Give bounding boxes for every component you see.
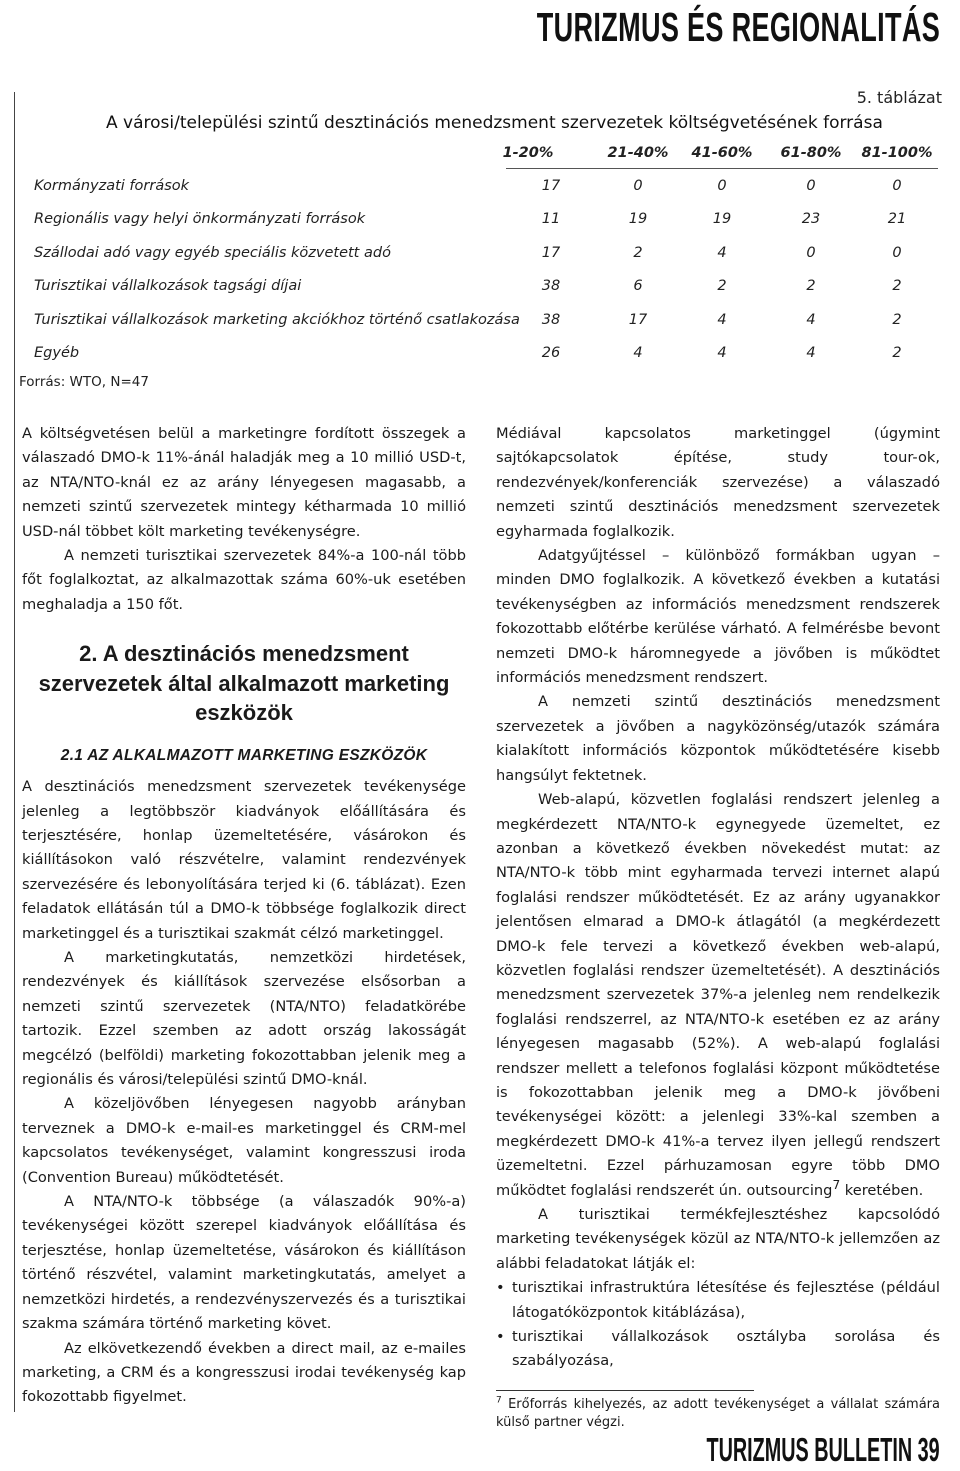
paragraph xyxy=(496,788,940,1203)
table-cell: 38 xyxy=(541,312,561,328)
running-footer: TURIZMUS BULLETIN 39 xyxy=(706,1431,940,1468)
table-cell: 0 xyxy=(806,245,816,261)
table-cell: 4 xyxy=(806,312,816,328)
left-column xyxy=(22,422,466,1410)
table-source: Forrás: WTO, N=47 xyxy=(19,374,149,390)
bullet-mark: • xyxy=(496,1279,505,1297)
column-header: 1-20% xyxy=(502,145,554,161)
section-title: 2. A desztinációs menedzsment szervezetek által alkalmazott marketing eszközök xyxy=(38,641,450,726)
table-cell: 6 xyxy=(633,278,643,294)
table-number: 5. táblázat xyxy=(856,88,942,107)
paragraph: A nemzeti szintű desztinációs menedzsment szervezetek a jövőben a nagyközönség/utazók számára kialakított információs központok működtetésére kisebb hangsúlyt fektetnek. xyxy=(496,693,940,784)
table-cell: 2 xyxy=(892,278,902,294)
table-cell: 0 xyxy=(806,178,816,194)
paragraph: Az elkövetkezendő években a direct mail, az e-mailes marketing, a CRM és a kongresszusi irodai tevékenység kap fokozottabb figyelmet. xyxy=(22,1339,466,1406)
table-row-label: Turisztikai vállalkozások tagsági díjai xyxy=(34,278,302,294)
table-cell: 2 xyxy=(892,312,902,328)
table-cell: 4 xyxy=(806,345,816,361)
paragraph: A turisztikai termékfejlesztéshez kapcsolódó marketing tevékenységek közül az NTA/NTO-k jellemzően az alábbi feladatokat látják el: xyxy=(496,1206,940,1272)
table-cell: 4 xyxy=(717,345,727,361)
table-cell: 0 xyxy=(717,178,727,194)
table-cell: 2 xyxy=(892,345,902,361)
paragraph: Médiával kapcsolatos marketinggel (úgymint sajtókapcsolatok építése, study tour-ok, rendezvények/konferenciák szervezése) a válaszadó nemzeti szintű desztinációs menedzsment szervezetek egyharmada foglalkozik. xyxy=(496,425,940,540)
paragraph: Adatgyűjtéssel – különböző formákban ugyan – minden DMO foglalkozik. A következő években a kutatási tevékenységben az információs menedzsment rendszerek fokozottabb előtérbe kerülése várható. A felmérésbe bevont nemzeti DMO-k háromnegyede a jövőben is működtet információs menedzsment rendszert. xyxy=(496,547,940,687)
table-cell: 38 xyxy=(541,278,561,294)
table-title: A városi/települési szintű desztinációs menedzsment szervezetek költségvetésének forrása xyxy=(106,113,883,133)
table-cell: 0 xyxy=(892,178,902,194)
table-cell: 0 xyxy=(892,245,902,261)
paragraph-text: keretében. xyxy=(840,1181,924,1199)
running-header: TURIZMUS ÉS REGIONALITÁS xyxy=(536,4,940,50)
table-cell: 2 xyxy=(633,245,643,261)
bullet-item xyxy=(496,1276,940,1325)
table-cell: 0 xyxy=(633,178,643,194)
paragraph: A NTA/NTO-k többsége (a válaszadók 90%-a) tevékenységei között szerepel kiadványok előállítása és terjesztése, honlap üzemeltetése, vásárokon és kiállításon történő részvétel, valamint marketingkutatás, amelyet a nemzetközi hirdetés, a rendezvényszervezés és a turisztikai szakma számára történő marketing követ. xyxy=(22,1193,466,1333)
table-header-rule xyxy=(506,168,938,169)
table-row-label: Regionális vagy helyi önkormányzati források xyxy=(34,211,366,227)
paragraph-text: Web-alapú, közvetlen foglalási rendszert jelenleg a megkérdezett NTA/NTO-k egynegyede üzemeltet, ez azonban a következő években növekedést mutat: az NTA/NTO-k több mint egyharmada tervezi internet alapú foglalási rendszer működtetését. Ez az arány ugyanakkor jelentősen elmarad a DMO-k átlagától (a megkérdezett DMO-k fele tervezi a következő években web-alapú, közvetlen foglalási rendszer üzemeltetését). A desztinációs menedzsment szervezetek 37%-a jelenleg nem rendelkezik foglalási rendszerrel, az NTA/NTO-k esetében ez az arány lényegesen magasabb (52%). A web-alapú foglalási rendszer mellett a telefonos foglalási központ működtetése is fokozottabban jelenik meg a DMO-k jövőbeni tevékenységei között: a jelenlegi 33%-kal szemben a megkérdezett DMO-k 41%-a tervez ilyen jellegű rendszert üzemeltetni. Ezzel párhuzamosan egyre több DMO működtet foglalási rendszerét ún. outsourcing xyxy=(496,791,940,1199)
footnote-rule xyxy=(496,1390,754,1391)
footnote-text: Erőforrás kihelyezés, az adott tevékenységet a vállalat számára külső partner végzi. xyxy=(496,1396,940,1430)
table-row-label: Egyéb xyxy=(34,345,80,361)
table-cell: 17 xyxy=(541,245,561,261)
column-header: 81-100% xyxy=(861,145,933,161)
table-row-label: Kormányzati források xyxy=(34,178,190,194)
subsection-title: 2.1 AZ ALKALMAZOTT MARKETING ESZKÖZÖK xyxy=(60,746,428,764)
table-cell: 21 xyxy=(887,211,907,227)
table-row-label: Turisztikai vállalkozások marketing akciókhoz történő csatlakozása xyxy=(34,312,520,328)
footnote xyxy=(496,1396,940,1432)
table-cell: 2 xyxy=(806,278,816,294)
column-header: 61-80% xyxy=(780,145,842,161)
table-cell: 11 xyxy=(541,211,561,227)
table-cell: 4 xyxy=(717,312,727,328)
table-cell: 17 xyxy=(628,312,648,328)
column-header: 41-60% xyxy=(691,145,753,161)
column-header: 21-40% xyxy=(607,145,669,161)
table-cell: 4 xyxy=(633,345,643,361)
bullet-text: turisztikai infrastruktúra létesítése és fejlesztése (például látogatóközpontok kitáblázása), xyxy=(512,1279,940,1321)
paragraph: A közeljövőben lényegesen nagyobb arányban terveznek a DMO-k e-mail-es marketinggel és CRM-mel kapcsolatos tevékenységet, valamint kongresszusi iroda (Convention Bureau) működtetését. xyxy=(22,1095,466,1186)
table-cell: 4 xyxy=(717,245,727,261)
paragraph: A marketingkutatás, nemzetközi hirdetések, rendezvények és kiállítások szervezése elsősorban a nemzeti szintű szervezetek (NTA/NTO) feladatkörébe tartozik. Ezzel szemben az adott ország lakosságát megcélzó (belföldi) marketing fokozottabban jelenik meg a regionális és városi/települési szintű DMO-knál. xyxy=(22,949,466,1089)
table-cell: 2 xyxy=(717,278,727,294)
bullet-mark: • xyxy=(496,1328,505,1346)
paragraph: A nemzeti turisztikai szervezetek 84%-a 100-nál több főt foglalkoztat, az alkalmazottak száma 60%-uk esetében meghaladja a 150 főt. xyxy=(22,547,466,613)
paragraph: A desztinációs menedzsment szervezetek tevékenysége jelenleg a legtöbbször kiadványok előállítására és terjesztésére, honlap üzemeltetésére, vásárokon és kiállításokon való részvételre, valamint rendezvények szervezésére és lebonyolítására terjed ki (6. táblázat). Ezen feladatok ellátásán túl a DMO-k többsége foglalkozik direct marketinggel és a turisztikai szakmát célzó marketinggel. xyxy=(22,778,466,942)
bullet-item xyxy=(496,1325,940,1374)
table-cell: 19 xyxy=(712,211,732,227)
bullet-text: turisztikai vállalkozások osztályba sorolása és szabályozása, xyxy=(512,1328,940,1370)
footnote-ref: 7 xyxy=(832,1177,841,1192)
left-border-line xyxy=(14,92,15,1412)
table-row-label: Szállodai adó vagy egyéb speciális közvetett adó xyxy=(34,245,391,261)
paragraph: A költségvetésen belül a marketingre fordított összegek a válaszadó DMO-k 11%-ánál haladják meg a 10 millió USD-t, az NTA/NTO-knál ez az arány lényegesen magasabb, a nemzeti szintű szervezetek mintegy kétharmada 10 millió USD-nál többet költ marketing tevékenységre. xyxy=(22,425,466,540)
table-cell: 23 xyxy=(801,211,821,227)
footnote-number: 7 xyxy=(496,1395,502,1406)
right-column xyxy=(496,422,940,1432)
table-cell: 19 xyxy=(628,211,648,227)
table-cell: 26 xyxy=(541,345,561,361)
table-cell: 17 xyxy=(541,178,561,194)
